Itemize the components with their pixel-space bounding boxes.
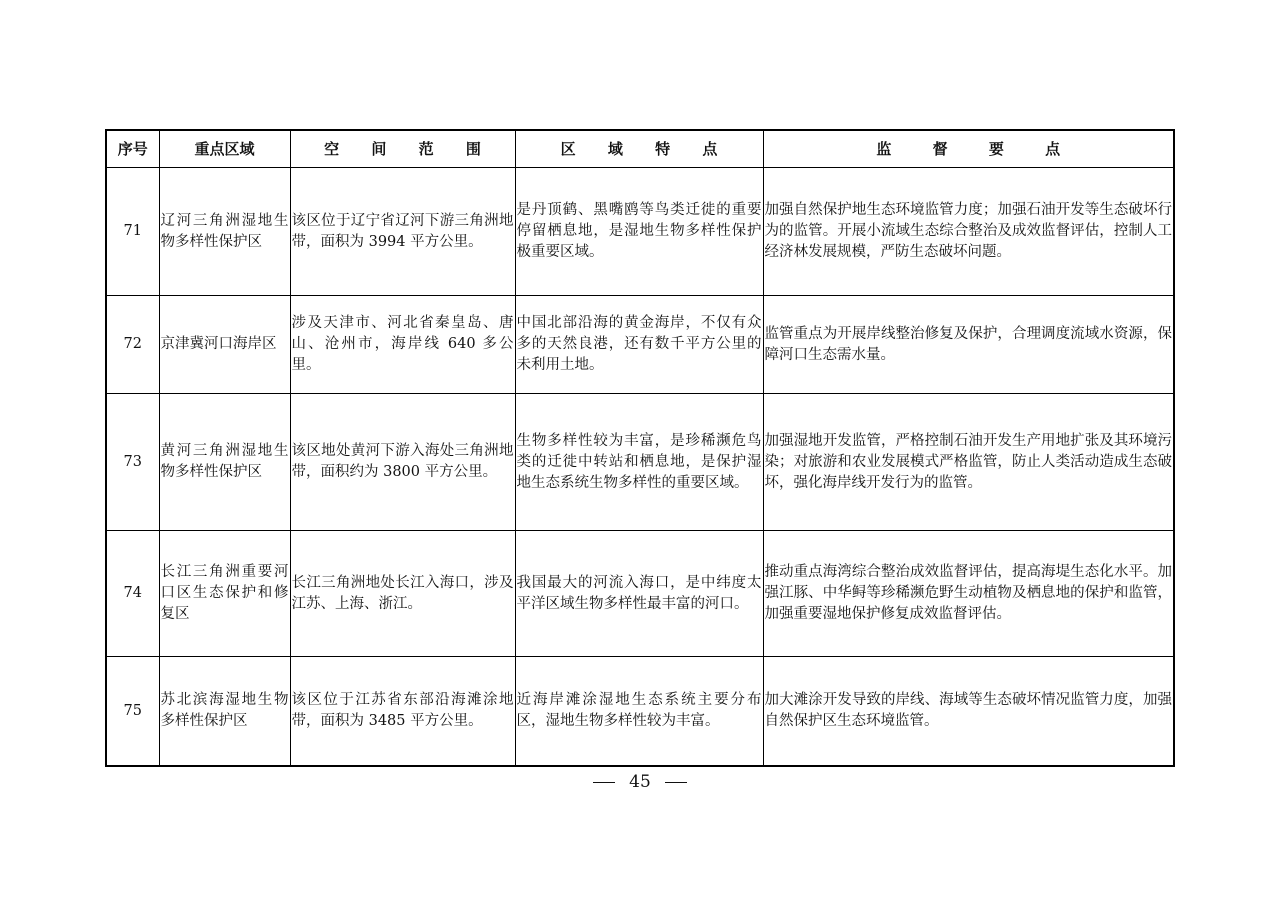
row-supervision: 加强自然保护地生态环境监管力度；加强石油开发等生态破坏行为的监管。开展小流域生态综合整治及成效监督评估，控制人工经济林发展规模，严防生态破坏问题。 [763, 168, 1174, 296]
row-supervision: 加大滩涂开发导致的岸线、海域等生态破坏情况监管力度，加强自然保护区生态环境监管。 [763, 657, 1174, 767]
row-features: 我国最大的河流入海口，是中纬度太平洋区域生物多样性最丰富的河口。 [515, 531, 763, 657]
row-features: 生物多样性较为丰富，是珍稀濒危鸟类的迁徙中转站和栖息地，是保护湿地生态系统生物多样性的重要区域。 [515, 394, 763, 531]
row-scope: 涉及天津市、河北省秦皇岛、唐山、沧州市，海岸线 640 多公里。 [290, 296, 515, 394]
table-row [106, 296, 1174, 394]
row-scope: 该区地处黄河下游入海处三角洲地带，面积约为 3800 平方公里。 [290, 394, 515, 531]
table-row [106, 531, 1174, 657]
header-serial-number: 序号 [106, 130, 159, 168]
row-number: 72 [106, 296, 159, 394]
row-features: 中国北部沿海的黄金海岸，不仅有众多的天然良港，还有数千平方公里的未利用土地。 [515, 296, 763, 394]
page-number: 45 [629, 772, 651, 792]
row-scope: 长江三角洲地处长江入海口，涉及江苏、上海、浙江。 [290, 531, 515, 657]
row-number: 73 [106, 394, 159, 531]
header-key-region: 重点区域 [159, 130, 290, 168]
footer-dash-right [665, 782, 687, 783]
row-region: 苏北滨海湿地生物多样性保护区 [159, 657, 290, 767]
page-footer [0, 772, 1280, 792]
row-number: 71 [106, 168, 159, 296]
row-features: 近海岸滩涂湿地生态系统主要分布区，湿地生物多样性较为丰富。 [515, 657, 763, 767]
row-scope: 该区位于江苏省东部沿海滩涂地带，面积为 3485 平方公里。 [290, 657, 515, 767]
row-region: 黄河三角洲湿地生物多样性保护区 [159, 394, 290, 531]
table-row [106, 394, 1174, 531]
row-features: 是丹顶鹤、黑嘴鸥等鸟类迁徙的重要停留栖息地，是湿地生物多样性保护极重要区域。 [515, 168, 763, 296]
row-region: 京津冀河口海岸区 [159, 296, 290, 394]
header-spatial-scope: 空 间 范 围 [290, 130, 515, 168]
row-scope: 该区位于辽宁省辽河下游三角洲地带，面积为 3994 平方公里。 [290, 168, 515, 296]
row-number: 74 [106, 531, 159, 657]
row-region: 辽河三角洲湿地生物多样性保护区 [159, 168, 290, 296]
row-number: 75 [106, 657, 159, 767]
row-region: 长江三角洲重要河口区生态保护和修复区 [159, 531, 290, 657]
table-row [106, 168, 1174, 296]
key-regions-table [105, 129, 1175, 767]
table-header-row [106, 130, 1174, 168]
row-supervision: 监管重点为开展岸线整治修复及保护，合理调度流域水资源，保障河口生态需水量。 [763, 296, 1174, 394]
header-regional-features: 区 域 特 点 [515, 130, 763, 168]
header-supervision-points: 监 督 要 点 [763, 130, 1174, 168]
row-supervision: 推动重点海湾综合整治成效监督评估，提高海堤生态化水平。加强江豚、中华鲟等珍稀濒危野生动植物及栖息地的保护和监管，加强重要湿地保护修复成效监督评估。 [763, 531, 1174, 657]
footer-dash-left [593, 782, 615, 783]
row-supervision: 加强湿地开发监管，严格控制石油开发生产用地扩张及其环境污染；对旅游和农业发展模式严格监管，防止人类活动造成生态破坏，强化海岸线开发行为的监管。 [763, 394, 1174, 531]
table-row [106, 657, 1174, 767]
